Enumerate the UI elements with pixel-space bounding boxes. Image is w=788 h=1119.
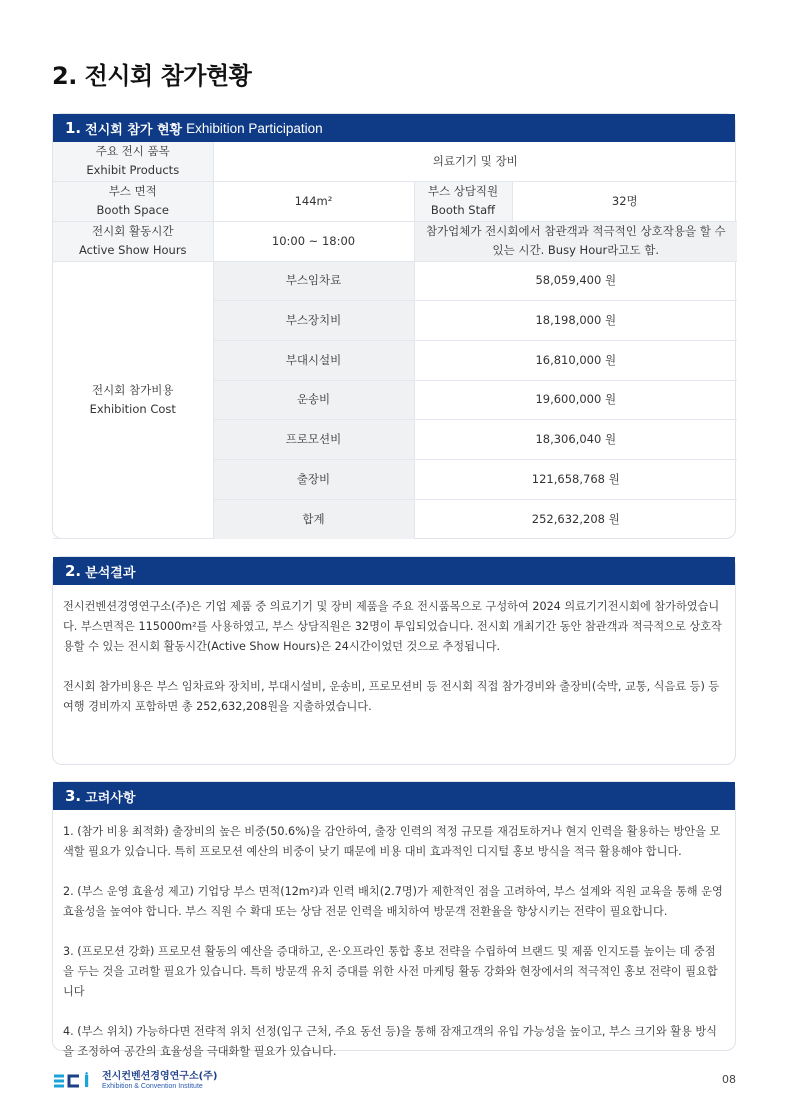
cost-amount: 18,198,000 원 xyxy=(414,301,737,341)
table-row xyxy=(53,221,737,261)
considerations-body xyxy=(53,810,735,1062)
section-title: 분석결과 xyxy=(85,565,136,581)
cost-label: 전시회 참가비용 Exhibition Cost xyxy=(53,261,213,539)
booth-staff-label: 부스 상담직원 Booth Staff xyxy=(414,181,512,221)
table-row xyxy=(53,261,737,301)
cost-item: 출장비 xyxy=(213,459,414,499)
section-title-en: Exhibition Participation xyxy=(186,120,323,136)
hours-label: 전시회 활동시간 Active Show Hours xyxy=(53,221,213,261)
analysis-section xyxy=(52,556,736,765)
hours-value: 10:00 ~ 18:00 xyxy=(213,221,414,261)
cost-amount: 121,658,768 원 xyxy=(414,459,737,499)
table-row xyxy=(53,181,737,221)
booth-space-label: 부스 면적 Booth Space xyxy=(53,181,213,221)
cost-item: 부대시설비 xyxy=(213,340,414,380)
analysis-section-header xyxy=(53,557,735,585)
paragraph: 전시컨벤션경영연구소(주)은 기업 제품 중 의료기기 및 장비 제품을 주요 전시품목으로 구성하여 2024 의료기기전시회에 참가하였습니다. 부스면적은 115000m²를 사용하였고, 부스 상담직원은 32명이 투입되었습니다. 전시회 개최기간 동안 참관객과 적극적으로 상호작용할 수 있는 전시회 활동시간(Active Show Hours)은 24시간이었던 것으로 추정됩니다. xyxy=(63,600,722,653)
products-label: 주요 전시 품목 Exhibit Products xyxy=(53,142,213,181)
page-number: 08 xyxy=(722,1073,736,1086)
cost-amount: 19,600,000 원 xyxy=(414,380,737,420)
section-number: 1. xyxy=(65,119,82,137)
table-row xyxy=(53,142,737,181)
footer-logo xyxy=(52,1071,217,1091)
section-title: 고려사항 xyxy=(85,790,136,806)
participation-section xyxy=(52,113,736,539)
cost-amount: 18,306,040 원 xyxy=(414,420,737,460)
analysis-body xyxy=(53,585,735,717)
cost-item: 운송비 xyxy=(213,380,414,420)
section-title-ko: 전시회 참가 현황 xyxy=(85,122,183,138)
cost-total-amount: 252,632,208 원 xyxy=(531,511,620,526)
cost-item: 부스장치비 xyxy=(213,301,414,341)
eci-logo-icon xyxy=(52,1072,94,1090)
booth-space-value: 144m² xyxy=(213,181,414,221)
paragraph: 2. (부스 운영 효율성 제고) 기업당 부스 면적(12m²)과 인력 배치(2.7명)가 제한적인 점을 고려하여, 부스 설계와 직원 교육을 통해 운영 효율성을 높여야 합니다. 부스 직원 수 확대 또는 상담 전문 인력을 배치하여 방문객 전환율을 향상시키는 전략이 필요합니다. xyxy=(63,885,723,918)
booth-staff-value: 32명 xyxy=(512,181,737,221)
section-number: 2. xyxy=(65,562,82,580)
paragraph: 전시회 참가비용은 부스 임차료와 장치비, 부대시설비, 운송비, 프로모션비 등 전시회 직접 참가경비와 출장비(숙박, 교통, 식음료 등) 등 여행 경비까지 포함하면 총 252,632,208원을 지출하였습니다. xyxy=(63,680,720,713)
section-number: 3. xyxy=(65,787,82,805)
paragraph: 4. (부스 위치) 가능하다면 전략적 위치 선정(입구 근처, 주요 동선 등)을 통해 잠재고객의 유입 가능성을 높이고, 부스 크기와 활용 방식을 조정하여 공간의 효율성을 극대화할 필요가 있습니다. xyxy=(63,1025,717,1058)
paragraph: 3. (프로모션 강화) 프로모션 활동의 예산을 증대하고, 온·오프라인 통합 홍보 전략을 수립하여 브랜드 및 제품 인지도를 높이는 데 중점을 두는 것을 고려할 필요가 있습니다. 특히 방문객 유치 증대를 위한 사전 마케팅 활동 강화와 현장에서의 적극적인 홍보 전략이 필요합니다 xyxy=(63,945,718,998)
org-name-ko: 전시컨벤션경영연구소(주) xyxy=(102,1071,218,1082)
cost-amount: 16,810,000 원 xyxy=(414,340,737,380)
considerations-section-header xyxy=(53,782,735,810)
participation-table xyxy=(53,142,737,539)
cost-item: 부스임차료 xyxy=(213,261,414,301)
cost-total-label: 합계 xyxy=(213,499,414,539)
org-name-en: Exhibition & Convention Institute xyxy=(102,1083,203,1090)
participation-section-header xyxy=(53,114,735,142)
page-title: 2. 전시회 참가현황 xyxy=(52,62,252,90)
hours-note: 참가업체가 전시회에서 참관객과 적극적인 상호작용을 할 수 있는 시간. Busy Hour라고도 함. xyxy=(414,221,737,261)
cost-item: 프로모션비 xyxy=(213,420,414,460)
paragraph: 1. (참가 비용 최적화) 출장비의 높은 비중(50.6%)을 감안하여, 출장 인력의 적정 규모를 재검토하거나 현지 인력을 활용하는 방안을 모색할 필요가 있습니다. 특히 프로모션 예산의 비중이 낮기 때문에 비용 대비 효과적인 디지털 홍보 방식을 적극 활용해야 합니다. xyxy=(63,825,721,858)
considerations-section xyxy=(52,781,736,1058)
cost-amount: 58,059,400 원 xyxy=(414,261,737,301)
products-value: 의료기기 및 장비 xyxy=(213,142,737,181)
